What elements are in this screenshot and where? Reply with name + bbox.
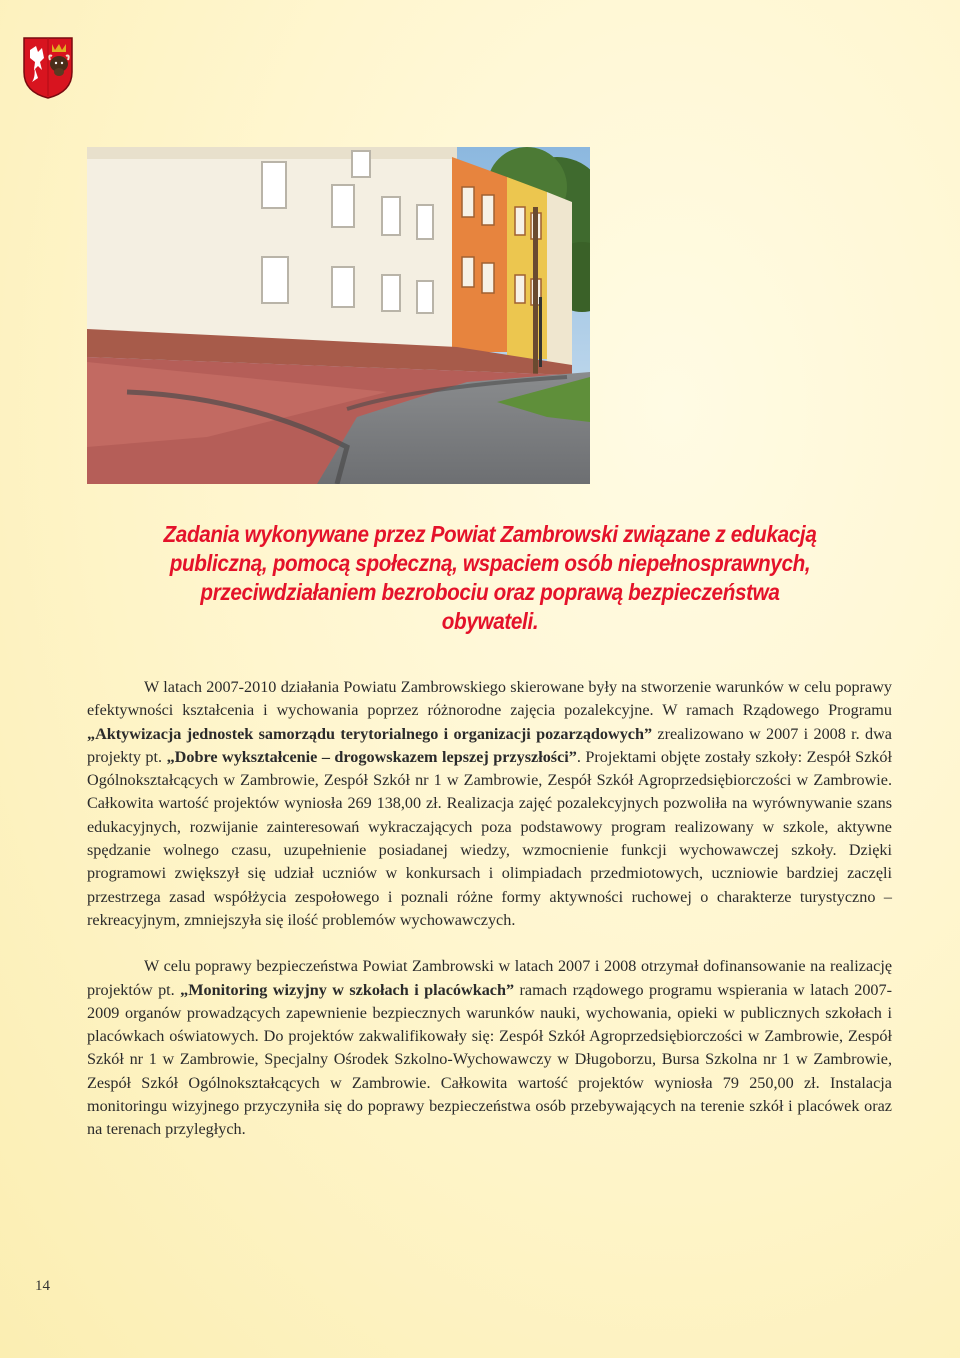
page-number: 14 bbox=[35, 1278, 50, 1294]
headline-line: Zadania wykonywane przez Powiat Zambrowski związane z edukacją bbox=[163, 521, 817, 547]
paragraph-text: zrealizowano w 2007 i 2008 r. dwa projekty pt. bbox=[87, 724, 892, 766]
paragraph-text: ramach rządowego programu wspierania w latach 2007-2009 organów prowadzących zapewnienie bezpiecznych warunków nauki, wychowania, opieki w publicznych szkołach i placówkach oświatowych. Do projektów zakwalifikowały się: Zespół Szkół Agroprzedsiębiorczości w Zambrowie, Zespół Szkół nr 1 w Zambrowie, Specjalny Ośrodek Szkolno-Wychowawczy w Długoborzu, Bursa Szkolna nr 1 w Zambrowie, Zespół Szkół Ogólnokształcących w Zambrowie. Całkowita wartość projektów wyniosła 79 250,00 zł. Instalacja monitoringu wizyjnego przyczyniła się do poprawy bezpieczeństwa osób przebywających na terenie szkół i placówek oraz na terenach przyległych. bbox=[87, 980, 892, 1139]
project-name: „Monitoring wizyjny w szkołach i placówkach” bbox=[180, 980, 515, 999]
paragraph-education bbox=[87, 676, 892, 932]
headline-line: publiczną, pomocą społeczną, wspaciem osób niepełnosprawnych, bbox=[169, 550, 811, 576]
headline-line: obywateli. bbox=[441, 608, 539, 634]
headline-line: przeciwdziałaniem bezrobociu oraz poprawą bezpieczeństwa bbox=[200, 579, 780, 605]
section-headline bbox=[157, 520, 823, 636]
body-text bbox=[87, 676, 892, 1142]
paragraph-text: W celu poprawy bezpieczeństwa Powiat Zambrowski w latach 2007 i 2008 otrzymał dofinansowanie na realizację projektów pt. bbox=[87, 957, 892, 999]
paragraph-text: . Projektami objęte zostały szkoły: Zespół Szkół Ogólnokształcących w Zambrowie, Zespół Szkół nr 1 w Zambrowie, Zespół Szkół Agroprzedsiębiorczości w Zambrowie. Całkowita wartość projektów wyniosła 269 138,00 zł. Realizacja zajęć pozalekcyjnych pozwoliła na wyrównywanie szans edukacyjnych, rozwijanie zainteresowań wykraczających poza podstawowy program realizowany w szkole, aktywne spędzanie wolnego czasu, uzupełnienie posiadanej wiedzy, wzmocnienie funkcji wychowawczej szkoły. Dzięki programowi zwiększył się udział uczniów w konkursach i olimpiadach przedmiotowych, uczniowie bardziej zaczęli przestrzega zasad współżycia zespołowego i poznali różne formy aktywności ruchowej o charakterze turystyczno – rekreacyjnym, zmniejszyła się ilość problemów wychowawczych. bbox=[87, 747, 892, 929]
school-building-photo bbox=[87, 147, 590, 484]
coat-of-arms-icon bbox=[22, 36, 74, 100]
paragraph-safety bbox=[87, 955, 892, 1141]
paragraph-text: W latach 2007-2010 działania Powiatu Zambrowskiego skierowane były na stworzenie warunków w celu poprawy efektywności kształcenia i wychowania poprzez różnorodne zajęcia pozalekcyjne. W ramach Rządowego Programu bbox=[87, 678, 892, 720]
program-name: „Aktywizacja jednostek samorządu terytorialnego i organizacji pozarządowych” bbox=[87, 724, 653, 743]
project-name: „Dobre wykształcenie – drogowskazem lepszej przyszłości” bbox=[166, 747, 577, 766]
